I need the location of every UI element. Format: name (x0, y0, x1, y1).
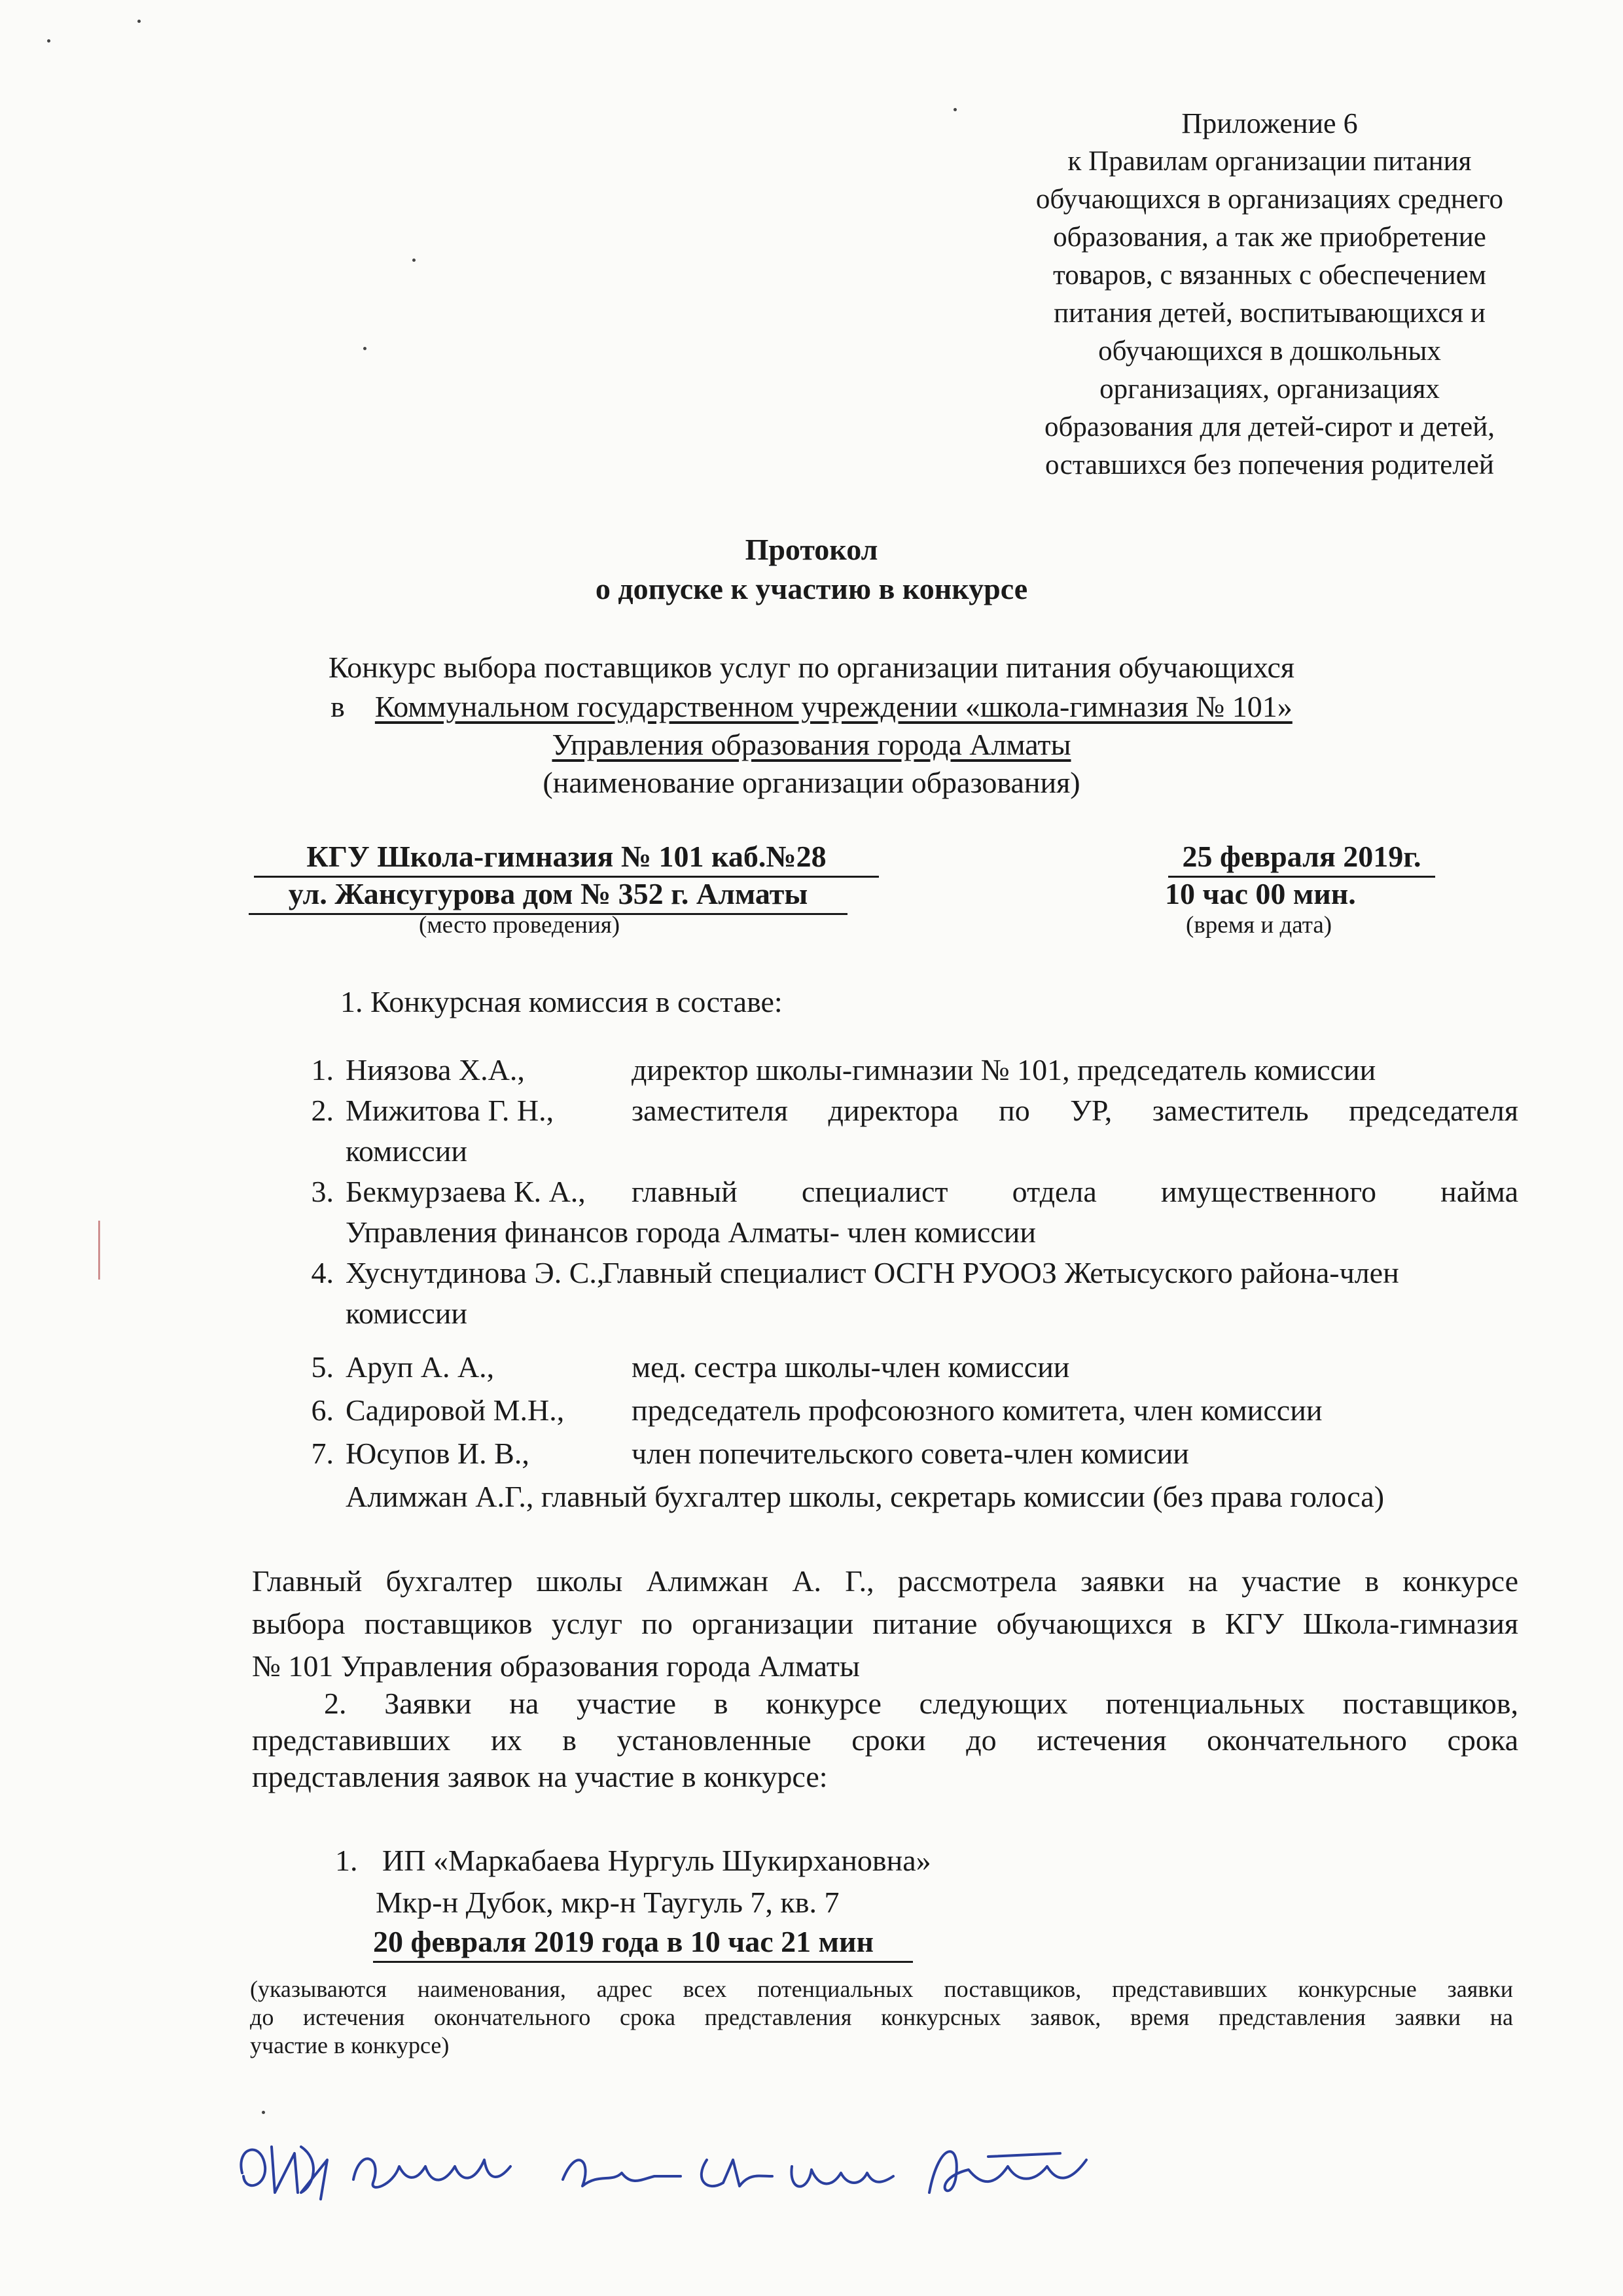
commission-heading: 1. Конкурсная комиссия в составе: (340, 985, 783, 1018)
member-name: Бекмурзаева К. А., (346, 1175, 586, 1208)
member-role: мед. сестра школы-член комиссии (632, 1350, 1070, 1384)
applications-line: представления заявок на участие в конкурсе: (252, 1760, 828, 1793)
meeting-time: 10 час 00 мин. (1165, 877, 1356, 910)
member-role-continuation: комиссии (346, 1134, 467, 1168)
scan-speck (363, 347, 366, 350)
note-line: (указываются наименования, адрес всех потенциальных поставщиков, представивших конкурсные заявки (250, 1976, 1513, 2002)
member-role: главный специалист отдела имущественного найма (632, 1175, 1518, 1208)
datetime-caption: (время и дата) (1186, 912, 1332, 939)
venue-line-1: КГУ Школа-гимназия № 101 каб.№28 (254, 838, 879, 878)
member-name: Ниязова Х.А., (346, 1053, 525, 1086)
review-line: № 101 Управления образования города Алматы (252, 1649, 860, 1683)
member-role: председатель профсоюзного комитета, член комиссии (632, 1393, 1323, 1427)
supplier-submitted: 20 февраля 2019 года в 10 час 21 мин (373, 1923, 913, 1963)
member-number: 2. (311, 1094, 334, 1127)
scan-speck (137, 20, 141, 23)
member-name: Садировой М.Н., (346, 1393, 565, 1427)
member-name: Аруп А. А., (346, 1350, 495, 1384)
appendix-block (1008, 105, 1531, 484)
member-role-continuation: Управления финансов города Алматы- член комиссии (346, 1215, 1036, 1249)
appendix-line: образования для детей-сирот и детей, (1044, 412, 1495, 442)
organization-name: Коммунальном государственном учреждении «школа-гимназия № 101» (374, 690, 1293, 723)
review-line: Главный бухгалтер школы Алимжан А. Г., рассмотрела заявки на участие в конкурсе (252, 1564, 1518, 1598)
appendix-line: питания детей, воспитывающихся и (1054, 298, 1486, 329)
meeting-date: 25 февраля 2019г. (1168, 838, 1435, 878)
member-name: Юсупов И. В., (346, 1437, 529, 1470)
note-line: участие в конкурсе) (250, 2032, 450, 2058)
in-prefix: в (330, 690, 345, 723)
member-role: заместителя директора по УР, заместитель председателя (632, 1094, 1518, 1127)
signature-6 (929, 2151, 1086, 2193)
contest-line: Конкурс выбора поставщиков услуг по организации питания обучающихся (328, 651, 1295, 684)
appendix-title: Приложение 6 (1181, 107, 1358, 139)
signatures (236, 2121, 1165, 2219)
signature-3 (563, 2160, 681, 2186)
scan-speck (954, 108, 957, 111)
scan-speck (47, 39, 50, 43)
member-role: член попечительского совета-член комисии (632, 1437, 1189, 1470)
venue-caption: (место проведения) (419, 912, 620, 939)
protocol-title: Протокол (745, 533, 878, 566)
review-line: выбора поставщиков услуг по организации питание обучающихся в КГУ Школа-гимназия (252, 1607, 1518, 1640)
scan-mark (98, 1221, 100, 1280)
supplier-note (250, 1975, 1513, 2060)
appendix-line: оставшихся без попечения родителей (1045, 450, 1494, 480)
appendix-line: организациях, организациях (1099, 374, 1440, 404)
member-role-continuation: комиссии (346, 1297, 467, 1330)
member-name: Мижитова Г. Н., (346, 1094, 554, 1127)
signature-1 (241, 2147, 327, 2199)
member-name: Хуснутдинова Э. С., (346, 1256, 605, 1289)
member-role: директор школы-гимназии № 101, председатель комиссии (632, 1053, 1376, 1086)
signature-5 (791, 2166, 893, 2187)
scan-speck (412, 259, 416, 262)
organization-line-2: Управления образования города Алматы (552, 728, 1071, 761)
organization-caption: (наименование организации образования) (543, 766, 1080, 799)
appendix-line: к Правилам организации питания (1067, 146, 1472, 177)
member-number: 7. (311, 1437, 334, 1470)
member-number: 3. (311, 1175, 334, 1208)
note-line: до истечения окончательного срока представления конкурсных заявок, время представления заявки на (250, 2004, 1513, 2030)
scan-speck (262, 2111, 265, 2114)
review-paragraph (252, 1560, 1518, 1687)
member-role: Главный специалист ОСГН РУООЗ Жетысуского района-член (602, 1256, 1399, 1289)
signature-2 (353, 2159, 510, 2187)
applications-line: представивших их в установленные сроки до истечения окончательного срока (252, 1723, 1518, 1757)
commission-secretary: Алимжан А.Г., главный бухгалтер школы, секретарь комиссии (без права голоса) (346, 1480, 1385, 1513)
applications-line: 2. Заявки на участие в конкурсе следующих потенциальных поставщиков, (324, 1687, 1518, 1720)
signature-4 (702, 2160, 772, 2186)
supplier-address: Мкр-н Дубок, мкр-н Таугуль 7, кв. 7 (376, 1886, 840, 1919)
appendix-line: образования, а так же приобретение (1053, 222, 1486, 253)
venue-line-2: ул. Жансугурова дом № 352 г. Алматы (249, 875, 847, 915)
appendix-line: товаров, с вязанных с обеспечением (1053, 260, 1486, 291)
member-number: 4. (311, 1256, 334, 1289)
appendix-line: обучающихся в организациях среднего (1035, 184, 1504, 215)
member-number: 5. (311, 1350, 334, 1384)
appendix-line: обучающихся в дошкольных (1098, 336, 1441, 367)
organization-line-1 (0, 687, 1623, 726)
applications-paragraph (252, 1685, 1518, 1795)
supplier-number: 1. (335, 1844, 358, 1877)
member-number: 1. (311, 1053, 334, 1086)
supplier-name: ИП «Маркабаева Нургуль Шукирхановна» (382, 1844, 931, 1877)
member-number: 6. (311, 1393, 334, 1427)
protocol-subtitle: о допуске к участию в конкурсе (595, 572, 1028, 605)
